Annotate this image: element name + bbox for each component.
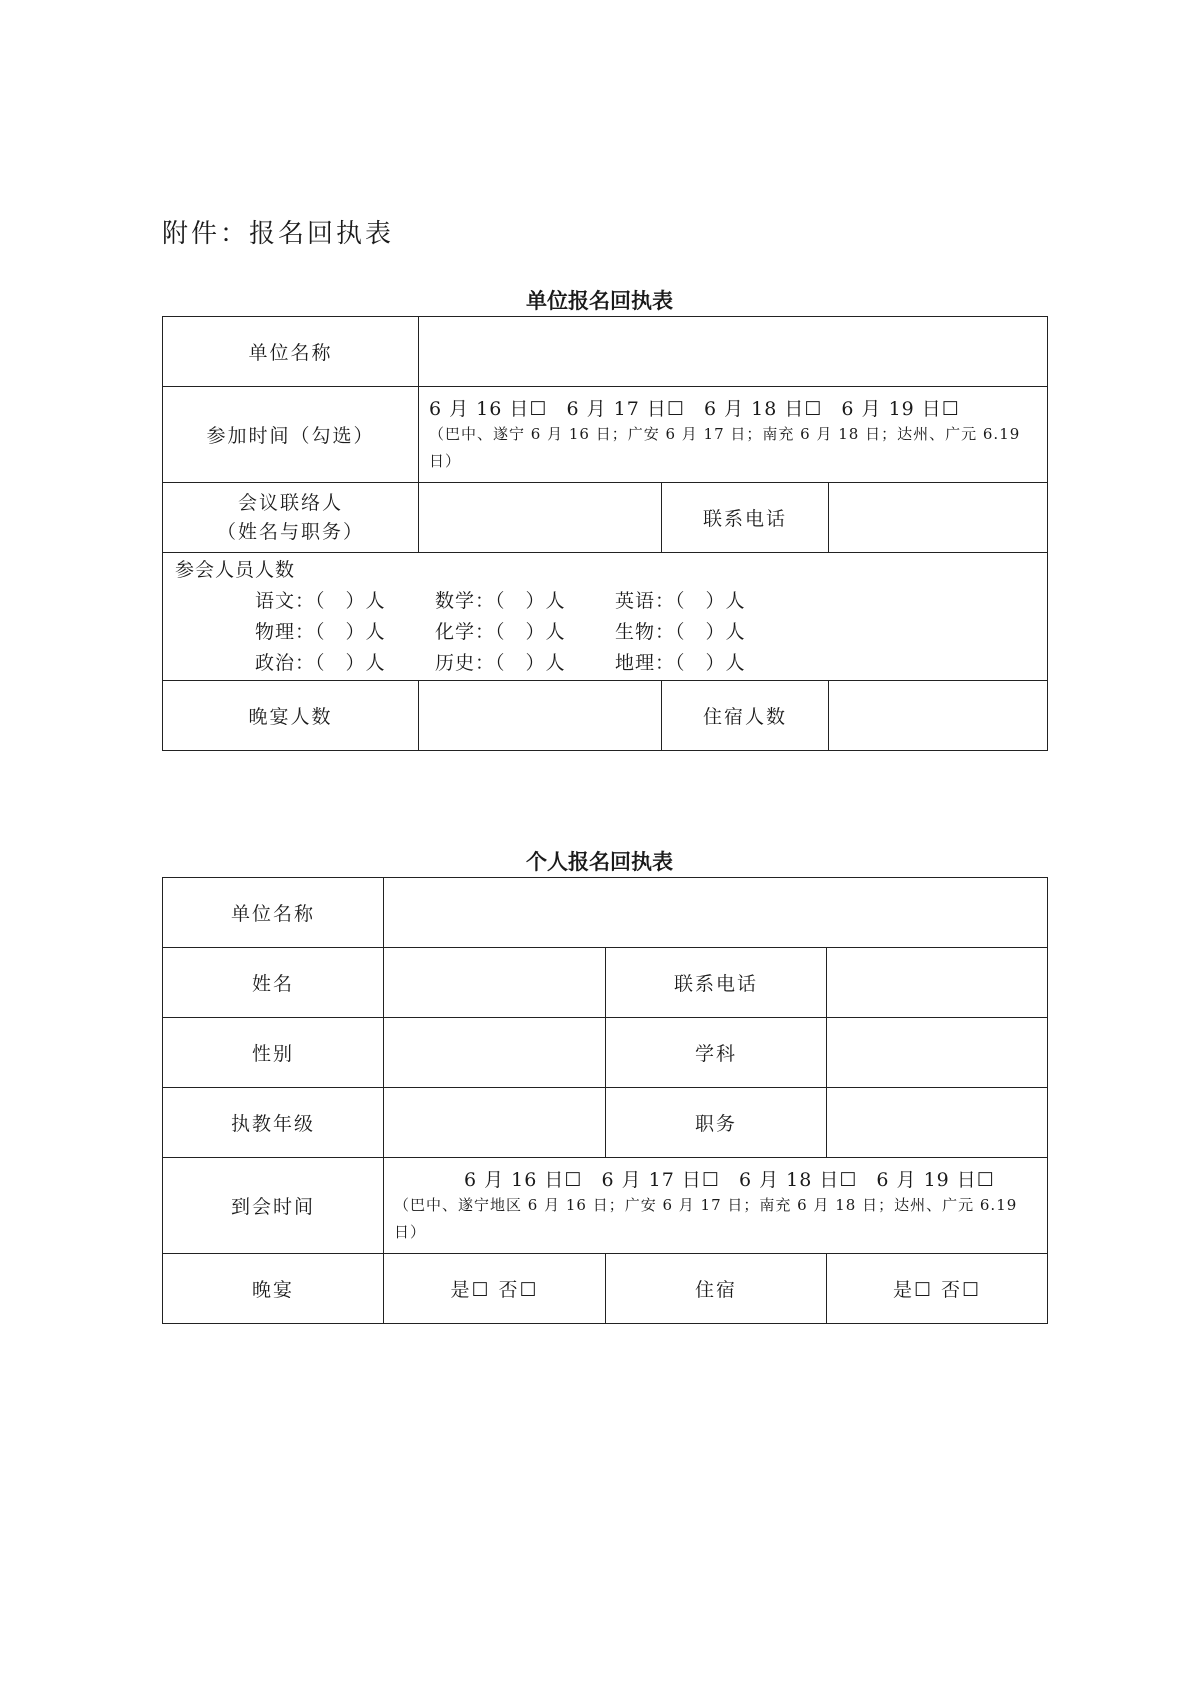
p-subject-field[interactable] [827, 1018, 1048, 1088]
unit-name-field[interactable] [419, 317, 1048, 387]
unit-name-label: 单位名称 [163, 317, 419, 387]
attendees-cell [163, 553, 1048, 681]
p-date-option-16[interactable]: 6 月 16 日☐ [464, 1169, 583, 1191]
lodging-count-label: 住宿人数 [662, 681, 829, 751]
phone-label: 联系电话 [662, 483, 829, 553]
personal-form-title: 个人报名回执表 [526, 850, 673, 874]
subject-chemistry[interactable]: 化学：（ ）人 [435, 621, 566, 643]
p-dates-note: （巴中、遂宁地区 6 月 16 日；广安 6 月 17 日；南充 6 月 18 日；达州、广元 6.19 日） [394, 1196, 1018, 1241]
attendees-label: 参会人员人数 [175, 559, 296, 581]
dinner-count-label: 晚宴人数 [163, 681, 419, 751]
subjects-row-1 [175, 586, 1047, 617]
date-option-17[interactable]: 6 月 17 日☐ [566, 398, 685, 420]
subject-politics[interactable]: 政治：（ ）人 [255, 652, 386, 674]
p-lodging-options[interactable]: 是☐ 否☐ [827, 1254, 1048, 1324]
p-subject-label: 学科 [606, 1018, 827, 1088]
contact-label-line2: （姓名与职务） [216, 520, 364, 543]
date-option-19[interactable]: 6 月 19 日☐ [841, 398, 960, 420]
subject-biology[interactable]: 生物：（ ）人 [615, 621, 746, 643]
dinner-count-field[interactable] [419, 681, 662, 751]
p-arrival-label: 到会时间 [163, 1158, 384, 1254]
p-unit-name-field[interactable] [384, 878, 1048, 948]
p-dinner-options[interactable]: 是☐ 否☐ [384, 1254, 606, 1324]
date-option-16[interactable]: 6 月 16 日☐ [429, 398, 548, 420]
subjects-row-3 [175, 648, 1047, 679]
contact-field[interactable] [419, 483, 662, 553]
subject-english[interactable]: 英语：（ ）人 [615, 590, 746, 612]
personal-form-table [162, 877, 1048, 1324]
unit-form-table [162, 316, 1048, 751]
p-grade-field[interactable] [384, 1088, 606, 1158]
p-date-option-17[interactable]: 6 月 17 日☐ [601, 1169, 720, 1191]
subjects-row-2 [175, 617, 1047, 648]
subject-physics[interactable]: 物理：（ ）人 [255, 621, 386, 643]
p-date-option-19[interactable]: 6 月 19 日☐ [876, 1169, 995, 1191]
attend-time-label: 参加时间（勾选） [163, 387, 419, 483]
subject-history[interactable]: 历史：（ ）人 [435, 652, 566, 674]
subject-chinese[interactable]: 语文：（ ）人 [255, 590, 386, 612]
date-option-18[interactable]: 6 月 18 日☐ [703, 398, 823, 420]
p-date-option-18[interactable]: 6 月 18 日☐ [738, 1169, 858, 1191]
unit-form-title: 单位报名回执表 [526, 289, 673, 313]
p-lodging-label: 住宿 [606, 1254, 827, 1324]
p-name-field[interactable] [384, 948, 606, 1018]
p-position-field[interactable] [827, 1088, 1048, 1158]
p-grade-label: 执教年级 [163, 1088, 384, 1158]
p-name-label: 姓名 [163, 948, 384, 1018]
subject-math[interactable]: 数学：（ ）人 [435, 590, 566, 612]
contact-label [163, 483, 419, 553]
p-arrival-options[interactable] [384, 1158, 1048, 1254]
p-phone-field[interactable] [827, 948, 1048, 1018]
phone-field[interactable] [829, 483, 1048, 553]
lodging-count-field[interactable] [829, 681, 1048, 751]
p-position-label: 职务 [606, 1088, 827, 1158]
subject-geography[interactable]: 地理：（ ）人 [615, 652, 746, 674]
p-unit-name-label: 单位名称 [163, 878, 384, 948]
p-dinner-label: 晚宴 [163, 1254, 384, 1324]
p-gender-label: 性别 [163, 1018, 384, 1088]
attend-time-options[interactable] [419, 387, 1048, 483]
dates-note: （巴中、遂宁 6 月 16 日；广安 6 月 17 日；南充 6 月 18 日；达州、广元 6.19 日） [429, 425, 1021, 470]
attachment-heading: 附件：报名回执表 [162, 219, 395, 249]
p-gender-field[interactable] [384, 1018, 606, 1088]
p-phone-label: 联系电话 [606, 948, 827, 1018]
contact-label-line1: 会议联络人 [237, 491, 343, 514]
